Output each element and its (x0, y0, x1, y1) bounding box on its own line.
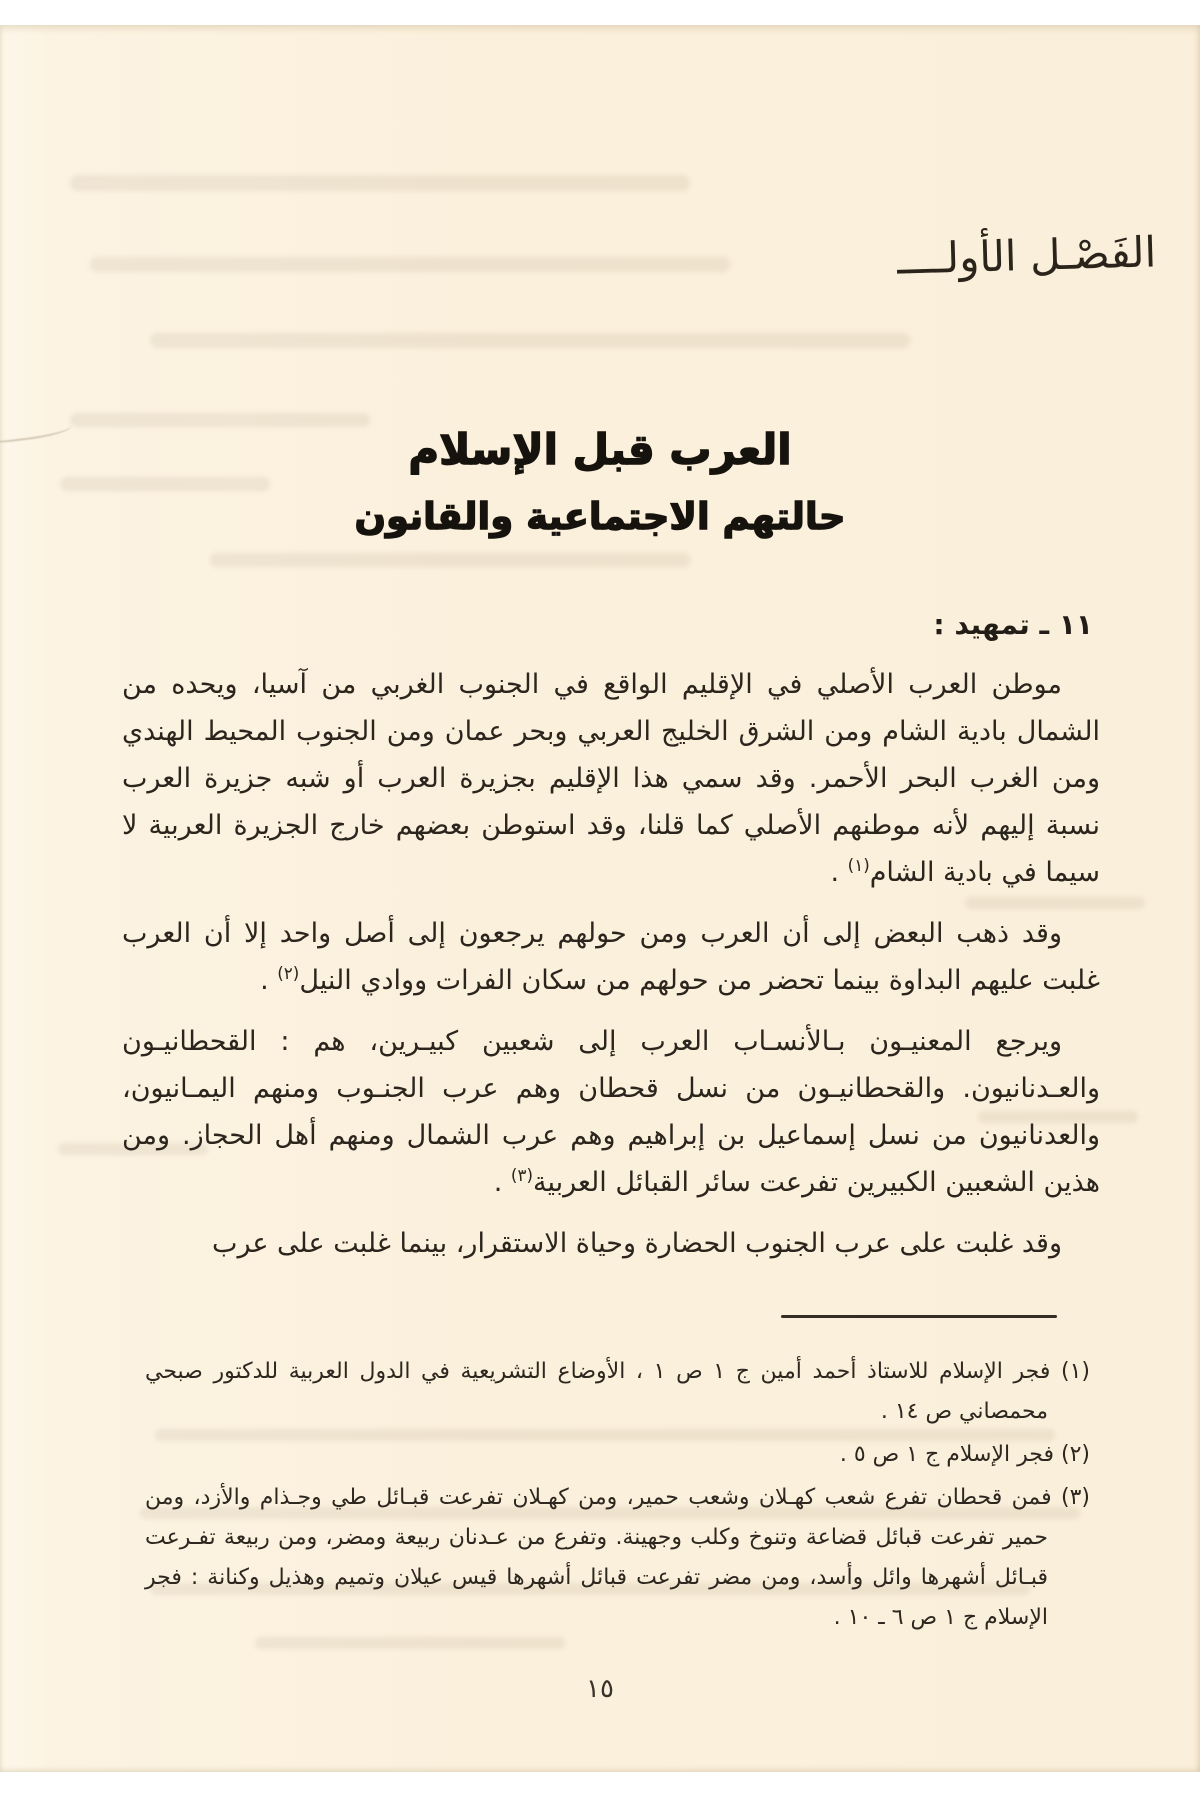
paragraph-tail: . (830, 857, 848, 888)
footnote-separator (781, 1315, 1057, 1318)
page-title-line2: حالتهم الاجتماعية والقانون (354, 495, 846, 538)
paragraph (122, 661, 1100, 896)
scanned-book-page (0, 25, 1200, 1772)
footnote-ref: (٣) (510, 1165, 533, 1185)
paragraph-tail: . (493, 1167, 511, 1198)
footnote-1: (١) فجر الإسلام للاستاذ أحمد أمين ج ١ ص ١ ، الأوضاع التشريعية في الدول العربية للدكتور صبحي محمصاني ص ١٤ . (145, 1359, 1090, 1424)
paragraph (122, 910, 1100, 1004)
page-title-line1: العرب قبل الإسلام (408, 425, 792, 474)
bleed-through-streak (210, 553, 690, 567)
paragraph-text: وقد غلبت على عرب الجنوب الحضارة وحياة الاستقرار، بينما غلبت على عرب (212, 1228, 1062, 1259)
footnote-3: (٣) فمن قحطان تفرع شعب كهـلان وشعب حمير، ومن كهـلان تفرعت قبـائل طي وجـذام والأزد، ومن حمير تفرعت قبائل قضاعة وتنوخ وكلب وجهينة. وتفرع من عـدنان ربيعة ومضر، ومن ربيعة تفـرعت قبـائل أشهرها وائل وأسد، ومن مضر تفرعت قبائل أشهرها قيس عيلان وتميم وهذيل وكنانة : فجر الإسلام ج ١ ص ٦ ـ ١٠ . (145, 1485, 1090, 1630)
paragraph-text: ويرجع المعنيـون بـالأنسـاب العرب إلى شعبين كبيـرين، هم : القحطانيـون والعـدنانيون. والقحطانيـون من نسل قحطان وهم عرب الجنـوب ومنهم اليمـانيون، والعدنانيون من نسل إسماعيل بن إبراهيم وهم عرب الشمال ومنهم أهل الحجاز. ومن هذين الشعبين الكبيرين تفرعت سائر القبائل العربية (122, 1026, 1100, 1198)
section-heading: ١١ ـ تمهيد : (933, 608, 1093, 641)
page-number: ١٥ (586, 1674, 614, 1704)
footnotes (145, 1352, 1090, 1641)
bleed-through-streak (90, 257, 730, 272)
bleed-through-streak (60, 477, 270, 491)
footnote-ref: (١) (847, 855, 870, 875)
paragraph-text: وقد ذهب البعض إلى أن العرب ومن حولهم يرجعون إلى أصل واحد إلا أن العرب غلبت عليهم البداوة بينما تحضر من حولهم من سكان الفرات ووادي النيل (122, 918, 1100, 996)
paragraph (122, 1220, 1100, 1267)
footnote-ref: (٢) (277, 963, 300, 983)
body-text (122, 661, 1100, 1281)
bleed-through-streak (150, 333, 910, 348)
paragraph (122, 1018, 1100, 1206)
chapter-heading: الفَصْـل الأولــــ (896, 227, 1157, 284)
footnote-2: (٢) فجر الإسلام ج ١ ص ٥ . (839, 1442, 1090, 1467)
paragraph-tail: . (260, 965, 278, 996)
paragraph-text: موطن العرب الأصلي في الإقليم الواقع في الجنوب الغربي من آسيا، ويحده من الشمال بادية الشام ومن الشرق الخليج العربي وبحر عمان ومن الجنوب المحيط الهندي ومن الغرب البحر الأحمر. وقد سمي هذا الإقليم بجزيرة العرب أو شبه جزيرة العرب نسبة إليهم لأنه موطنهم الأصلي كما قلنا، وقد استوطن بعضهم خارج الجزيرة العربية لا سيما في بادية الشام (122, 669, 1100, 888)
bleed-through-streak (70, 175, 690, 191)
